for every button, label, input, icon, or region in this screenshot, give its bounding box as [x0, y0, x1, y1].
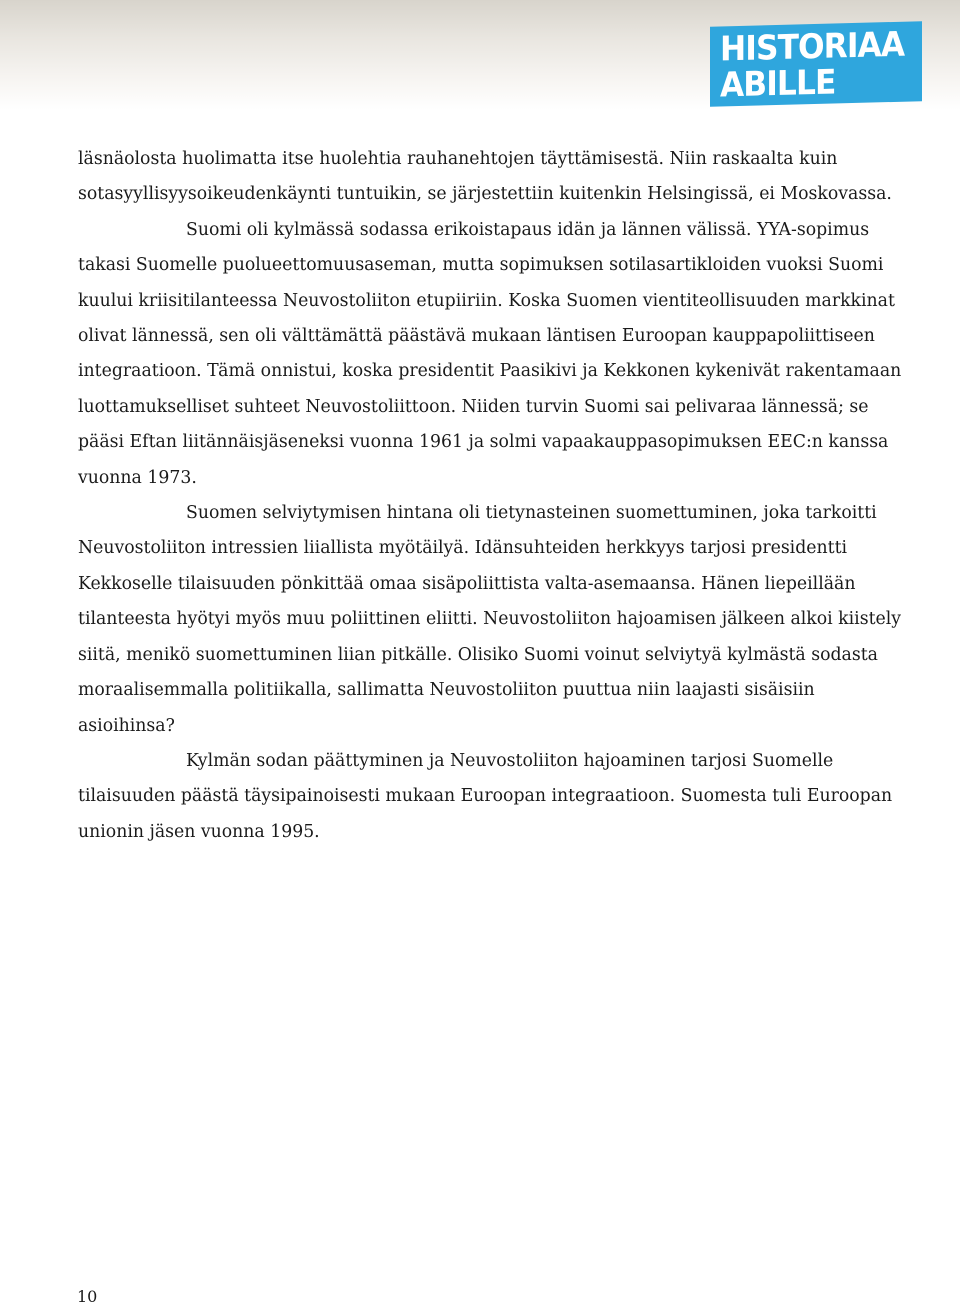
text-line: pääsi Eftan liitännäisjäseneksi vuonna 1961 ja solmi vapaakauppasopimuksen EEC:n kanssa — [78, 432, 889, 453]
text-line: kuului kriisitilanteessa Neuvostoliiton etupiiriin. Koska Suomen vientiteollisuuden markkinat — [78, 290, 895, 311]
paragraph-1 — [78, 142, 908, 213]
text-line: moraalisemmalla politiikalla, sallimatta Neuvostoliiton puuttua niin laajasti sisäisiin — [78, 680, 815, 701]
paragraph-3 — [78, 496, 908, 744]
paragraph-2 — [78, 213, 908, 496]
text-line: Suomi oli kylmässä sodassa erikoistapaus idän ja lännen välissä. YYA-sopimus — [186, 219, 870, 240]
text-line: tilaisuuden päästä täysipainoisesti mukaan Euroopan integraatioon. Suomesta tuli Euroopan — [78, 786, 893, 807]
text-line: Neuvostoliiton intressien liiallista myötäilyä. Idänsuhteiden herkkyys tarjosi presidentti — [78, 538, 848, 559]
logo-line-2: ABILLE — [720, 62, 836, 106]
text-line: integraatioon. Tämä onnistui, koska presidentit Paasikivi ja Kekkonen kykenivät rakentamaan — [78, 361, 902, 382]
text-line: tilanteesta hyötyi myös muu poliittinen eliitti. Neuvostoliiton hajoamisen jälkeen alkoi kiistely — [78, 609, 902, 630]
text-line: luottamukselliset suhteet Neuvostoliittoon. Niiden turvin Suomi sai pelivaraa lännessä; se — [78, 396, 869, 417]
text-line: unionin jäsen vuonna 1995. — [78, 821, 320, 842]
text-line: läsnäolosta huolimatta itse huolehtia rauhanehtojen täyttämisestä. Niin raskaalta kuin — [78, 149, 838, 169]
text-line: olivat lännessä, sen oli välttämättä päästävä mukaan läntisen Euroopan kauppapoliittiseen — [78, 326, 875, 347]
text-line: Suomen selviytymisen hintana oli tietynasteinen suomettuminen, joka tarkoitti — [186, 503, 877, 524]
text-line: sotasyyllisyysoikeudenkäynti tuntuikin, se järjestettiin kuitenkin Helsingissä, ei Moskovassa. — [78, 184, 892, 205]
text-line: vuonna 1973. — [78, 467, 197, 488]
text-line: Kylmän sodan päättyminen ja Neuvostoliiton hajoaminen tarjosi Suomelle — [186, 750, 834, 771]
text-line: Kekkoselle tilaisuuden pönkittää omaa sisäpoliittista valta-asemaansa. Hänen liepeillään — [78, 573, 856, 594]
historiaa-abille-logo — [710, 21, 922, 107]
text-line: asioihinsa? — [78, 715, 175, 736]
logo-line-1: HISTORIAA — [720, 24, 905, 70]
document-body — [78, 142, 908, 850]
text-line: siitä, menikö suomettuminen liian pitkälle. Olisiko Suomi voinut selviytyä kylmästä sodasta — [78, 644, 878, 665]
paragraph-4 — [78, 744, 908, 850]
page-number: 10 — [77, 1287, 98, 1306]
text-line: takasi Suomelle puolueettomuusaseman, mutta sopimuksen sotilasartikloiden vuoksi Suomi — [78, 255, 884, 276]
